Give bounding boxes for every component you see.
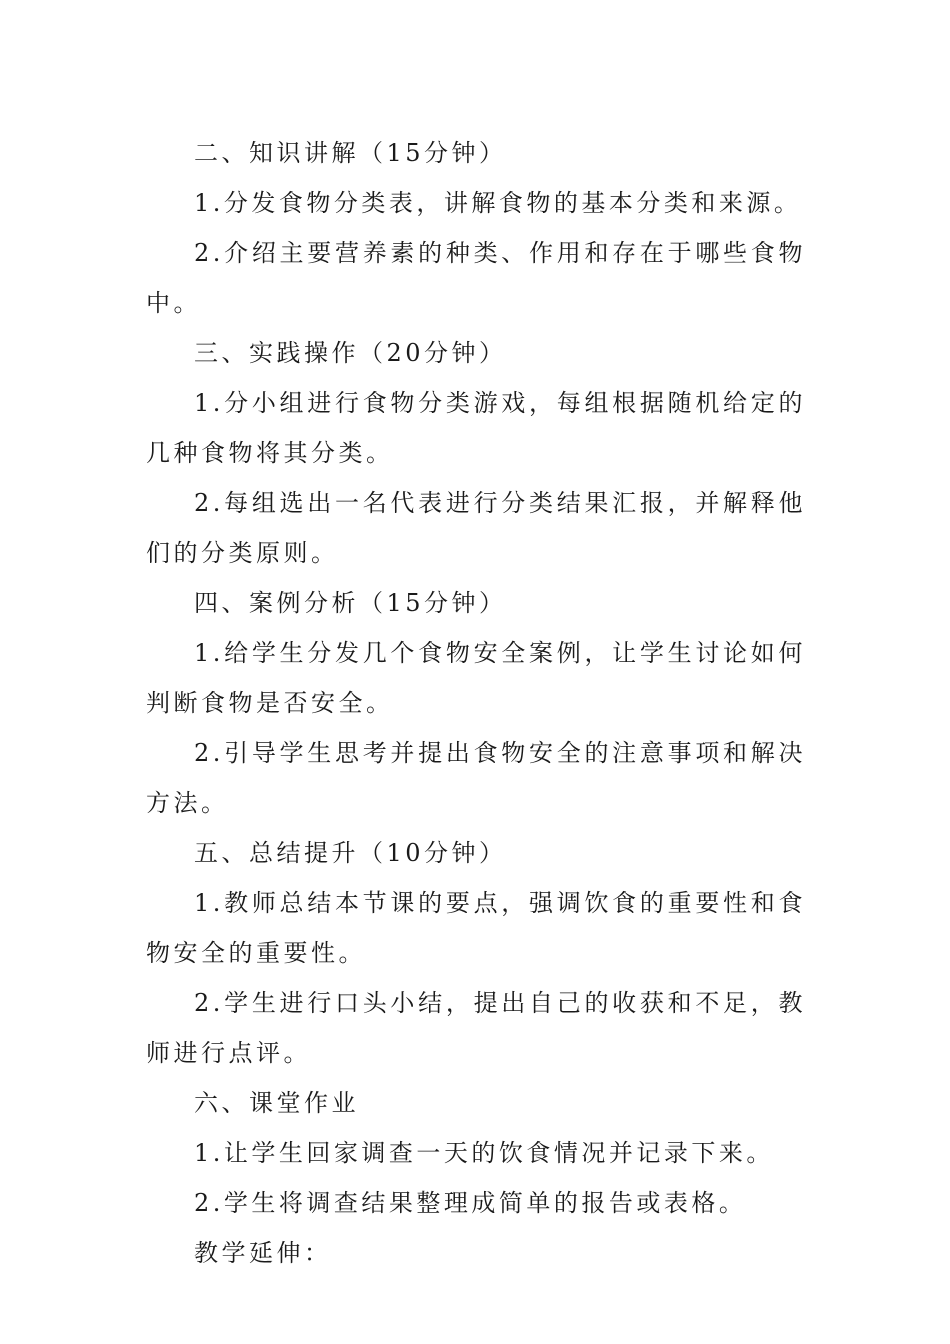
paragraph: 2.学生进行口头小结，提出自己的收获和不足，教师进行点评。 [146, 989, 806, 1067]
section-heading-practice: 三、实践操作（20分钟） [194, 339, 507, 367]
paragraph: 2.学生将调查结果整理成简单的报告或表格。 [194, 1189, 747, 1217]
paragraph: 1.分发食物分类表，讲解食物的基本分类和来源。 [194, 189, 802, 217]
section-heading-summary: 五、总结提升（10分钟） [194, 839, 507, 867]
paragraph: 1.分小组进行食物分类游戏，每组根据随机给定的几种食物将其分类。 [146, 389, 806, 467]
paragraph: 2.介绍主要营养素的种类、作用和存在于哪些食物中。 [146, 239, 806, 317]
document-body [146, 128, 806, 1278]
paragraph: 1.给学生分发几个食物安全案例，让学生讨论如何判断食物是否安全。 [146, 639, 806, 717]
paragraph: 1.让学生回家调查一天的饮食情况并记录下来。 [194, 1139, 774, 1167]
section-heading-homework: 六、课堂作业 [194, 1089, 359, 1117]
paragraph: 2.引导学生思考并提出食物安全的注意事项和解决方法。 [146, 739, 806, 817]
paragraph: 1.教师总结本节课的要点，强调饮食的重要性和食物安全的重要性。 [146, 889, 806, 967]
section-heading-knowledge: 二、知识讲解（15分钟） [194, 139, 507, 167]
paragraph: 2.每组选出一名代表进行分类结果汇报，并解释他们的分类原则。 [146, 489, 806, 567]
section-heading-extension: 教学延伸： [194, 1239, 332, 1267]
section-heading-case-analysis: 四、案例分析（15分钟） [194, 589, 507, 617]
